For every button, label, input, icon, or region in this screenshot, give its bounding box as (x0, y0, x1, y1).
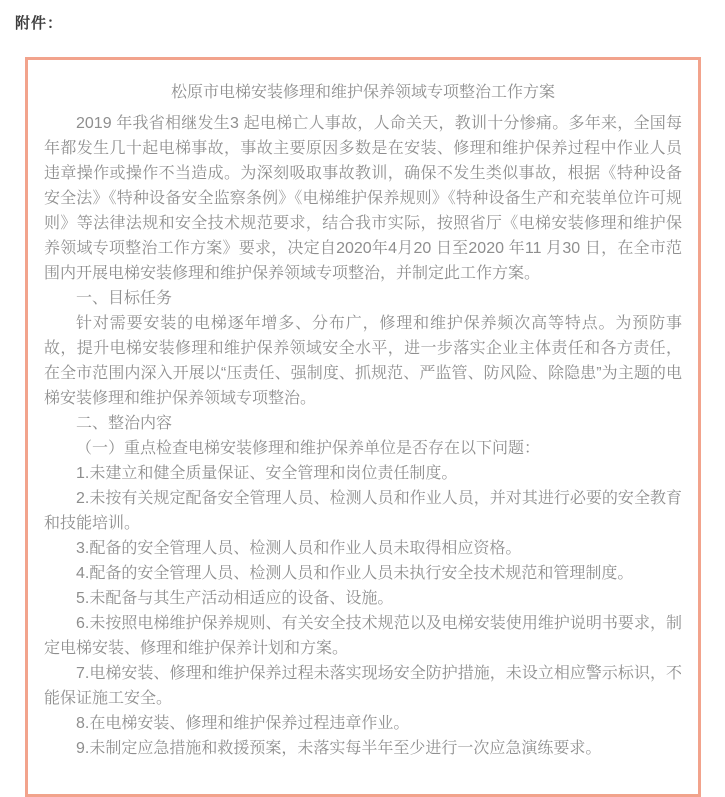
numbered-item: 5.未配备与其生产活动相适应的设备、设施。 (76, 590, 394, 607)
numbered-item: 4.配备的安全管理人员、检测人员和作业人员未执行安全技术规范和管理制度。 (76, 565, 634, 582)
numbered-item: 8.在电梯安装、修理和维护保养过程违章作业。 (76, 715, 410, 732)
numbered-item: 9.未制定应急措施和救援预案，未落实每半年至少进行一次应急演练要求。 (76, 740, 602, 757)
document-title: 松原市电梯安装修理和维护保养领域专项整治工作方案 (170, 84, 555, 101)
numbered-item: 7.电梯安装、修理和维护保养过程未落实现场安全防护措施，未设立相应警示标识，不能保证施工安全。 (44, 665, 682, 707)
document-box (25, 57, 701, 797)
numbered-item: 1.未建立和健全质量保证、安全管理和岗位责任制度。 (76, 465, 458, 482)
doc-paragraph: 2019 年我省相继发生3 起电梯亡人事故，人命关天，教训十分惨痛。多年来，全国每年都发生几十起电梯事故，事故主要原因多数是在安装、修理和维护保养过程中作业人员违章操作或操作不当造成。为深刻吸取事故教训，确保不发生类似事故，根据《特种设备安全法》《特种设备安全监察条例》《电梯维护保养规则》《特种设备生产和充装单位许可规则》等法律法规和安全技术规范要求，结合我市实际，按照省厅《电梯安装修理和维护保养领域专项整治工作方案》要求，决定自2020年4月20 日至2020 年11 月30 日，在全市范围内开展电梯安装修理和维护保养领域专项整治，并制定此工作方案。 (44, 115, 682, 282)
document-content (44, 111, 682, 761)
numbered-item: 3.配备的安全管理人员、检测人员和作业人员未取得相应资格。 (76, 540, 522, 557)
section-heading: 一、目标任务 (76, 290, 173, 307)
section-heading: 二、整治内容 (76, 415, 173, 432)
attachment-label: 附件： (15, 15, 64, 32)
numbered-item: 2.未按有关规定配备安全管理人员、检测人员和作业人员，并对其进行必要的安全教育和技能培训。 (44, 490, 682, 532)
numbered-item: 6.未按照电梯维护保养规则、有关安全技术规范以及电梯安装使用维护说明书要求，制定电梯安装、修理和维护保养计划和方案。 (44, 615, 682, 657)
doc-paragraph: （一）重点检查电梯安装修理和维护保养单位是否存在以下问题： (76, 440, 541, 457)
doc-paragraph: 针对需要安装的电梯逐年增多、分布广，修理和维护保养频次高等特点。为预防事故，提升电梯安装修理和维护保养领域安全水平，进一步落实企业主体责任和各方责任，在全市范围内深入开展以“压责任、强制度、抓规范、严监管、防风险、除隐患”为主题的电梯安装修理和维护保养领域专项整治。 (44, 315, 682, 407)
